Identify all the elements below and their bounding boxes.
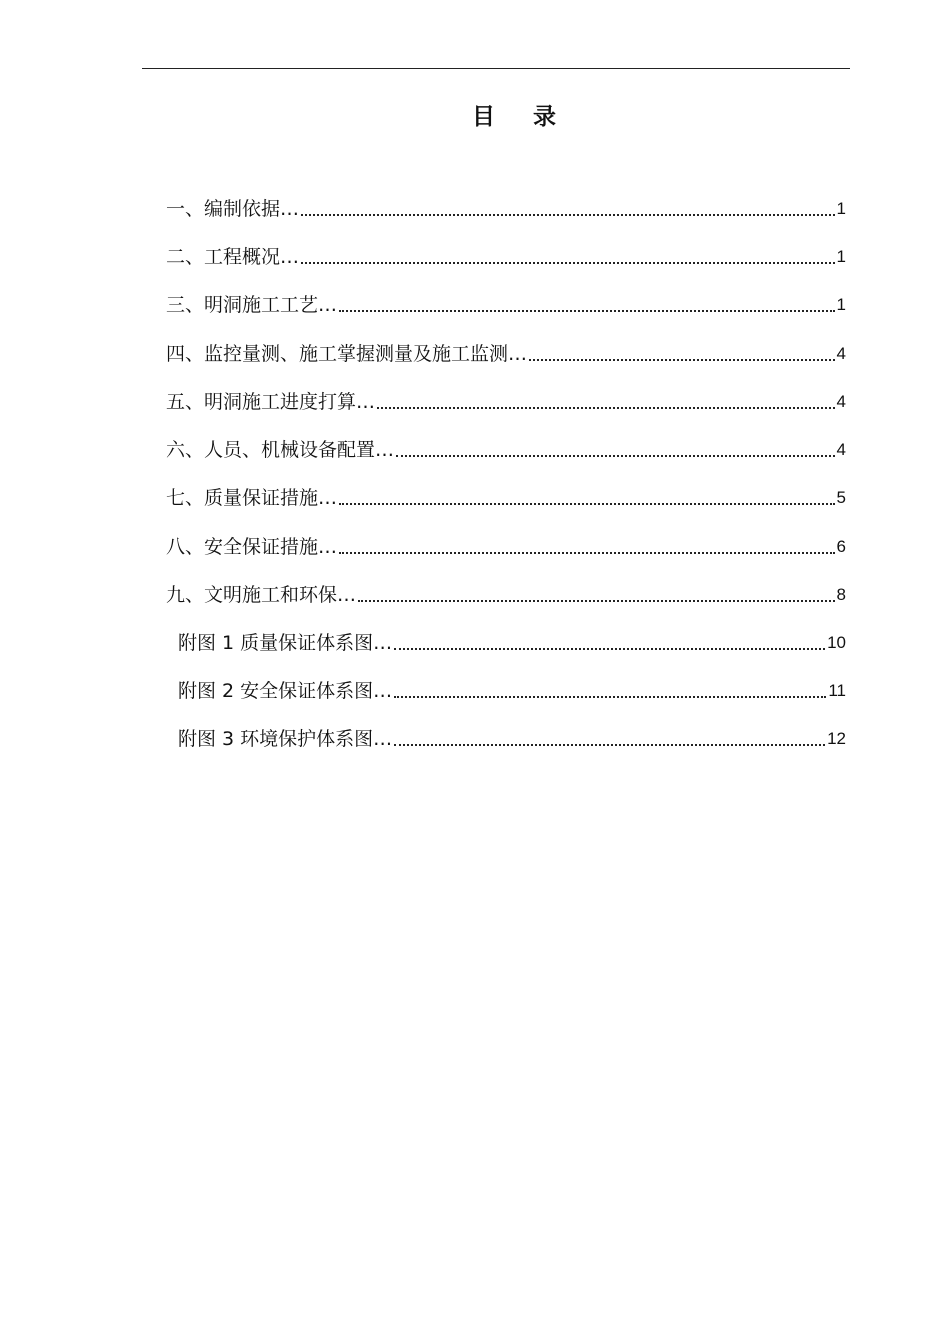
- toc-leader-dots: [339, 485, 835, 511]
- toc-entry-label: 七、质量保证措施…: [166, 487, 338, 509]
- toc-leader-dots: [339, 292, 835, 318]
- toc-entry-label: 附图 1 质量保证体系图…: [178, 632, 393, 654]
- toc-leader-dots: [394, 678, 826, 704]
- toc-leader-dots: [301, 244, 835, 270]
- page-title: [0, 100, 950, 134]
- toc-entry-appendix-1[interactable]: [178, 626, 846, 656]
- toc-page-number: 4: [836, 440, 846, 459]
- toc-page-number: 1: [836, 199, 846, 218]
- toc-page-number: 1: [836, 295, 846, 314]
- toc-entry-label: 三、明洞施工工艺…: [166, 294, 338, 316]
- toc-entry-appendix-3[interactable]: [178, 722, 846, 752]
- toc-entry-label: 四、监控量测、施工掌握测量及施工监测…: [166, 343, 528, 365]
- toc-entry-2[interactable]: [166, 240, 846, 270]
- toc-page-number: 5: [836, 488, 846, 507]
- toc-page-number: 12: [827, 729, 846, 748]
- toc-page-number: 6: [836, 537, 846, 556]
- header-rule: [142, 68, 850, 69]
- toc-leader-dots: [394, 630, 825, 656]
- toc-entry-label: 八、安全保证措施…: [166, 536, 338, 558]
- toc-entry-1[interactable]: [166, 192, 846, 222]
- toc-page-number: 1: [836, 247, 846, 266]
- toc-entry-appendix-2[interactable]: [178, 674, 846, 704]
- toc-leader-dots: [529, 341, 835, 367]
- toc-entry-8[interactable]: [166, 530, 846, 560]
- title-char-1: 目: [472, 104, 495, 130]
- toc-page-number: 4: [836, 392, 846, 411]
- toc-leader-dots: [301, 196, 835, 222]
- toc-page-number: 8: [836, 585, 846, 604]
- toc-entry-label: 附图 3 环境保护体系图…: [178, 728, 393, 750]
- toc-entry-label: 二、工程概况…: [166, 246, 300, 268]
- toc-leader-dots: [394, 726, 825, 752]
- toc-entry-5[interactable]: [166, 385, 846, 415]
- toc-entry-label: 一、编制依据…: [166, 198, 300, 220]
- toc-entry-label: 六、人员、机械设备配置…: [166, 439, 395, 461]
- toc-entry-4[interactable]: [166, 337, 846, 367]
- toc-entry-9[interactable]: [166, 578, 846, 608]
- toc-page-number: 11: [828, 681, 846, 700]
- toc-entry-label: 九、文明施工和环保…: [166, 584, 357, 606]
- toc-entry-6[interactable]: [166, 433, 846, 463]
- toc-leader-dots: [396, 437, 835, 463]
- toc-entry-label: 附图 2 安全保证体系图…: [178, 680, 393, 702]
- toc-entry-7[interactable]: [166, 481, 846, 511]
- toc-entry-3[interactable]: [166, 288, 846, 318]
- title-char-2: 录: [533, 104, 556, 130]
- toc-leader-dots: [339, 534, 835, 560]
- toc-leader-dots: [358, 582, 835, 608]
- toc-leader-dots: [377, 389, 835, 415]
- toc-page-number: 10: [827, 633, 846, 652]
- toc-page-number: 4: [836, 344, 846, 363]
- toc-entry-label: 五、明洞施工进度打算…: [166, 391, 376, 413]
